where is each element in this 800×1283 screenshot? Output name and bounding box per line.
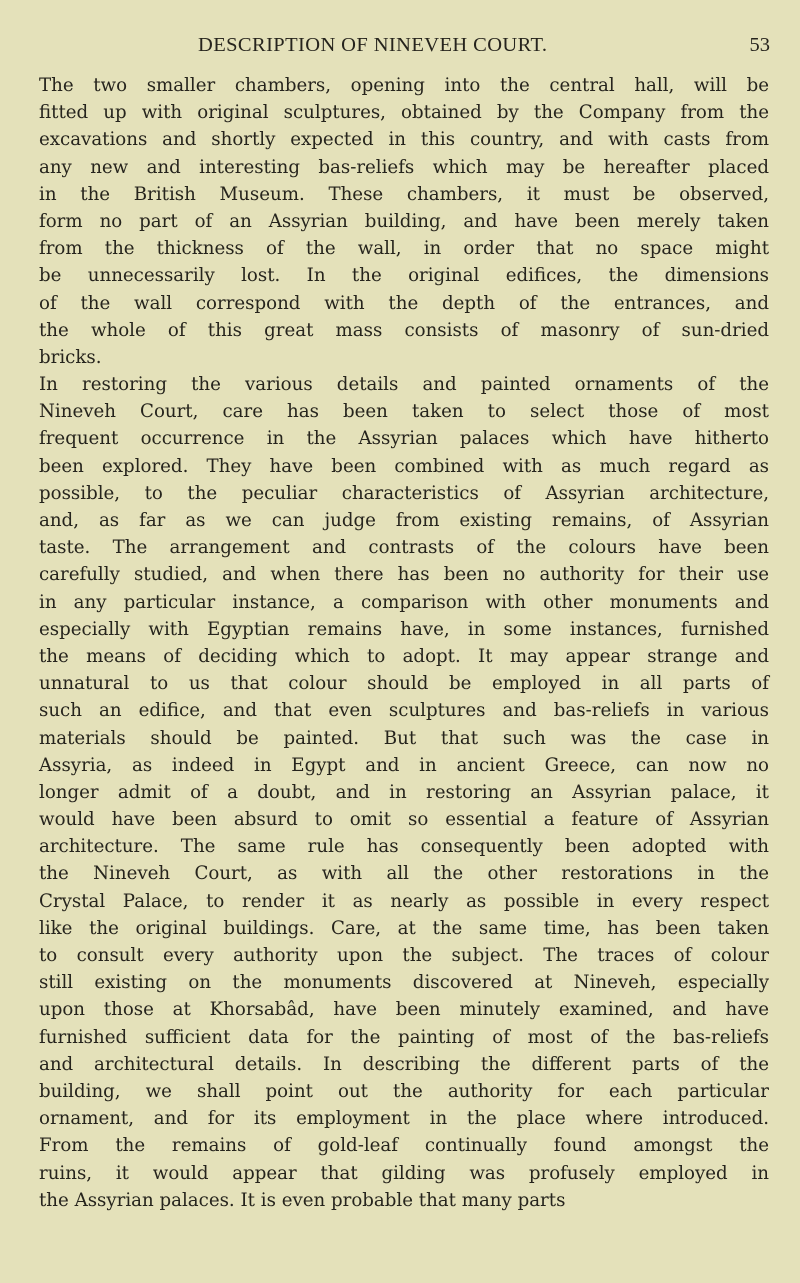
text-line: such an edifice, and that even sculptures and bas-reliefs in various xyxy=(39,700,769,722)
running-head xyxy=(0,34,800,64)
text-line: unnatural to us that colour should be employed in all parts of xyxy=(39,673,769,695)
paragraph xyxy=(39,72,769,371)
text-line: bricks. xyxy=(39,346,102,368)
body-text xyxy=(39,72,769,1214)
text-line: still existing on the monuments discovered at Nineveh, especially xyxy=(39,972,769,994)
text-line: materials should be painted. But that such was the case in xyxy=(39,727,769,749)
text-line: building, we shall point out the authority for each particular xyxy=(39,1080,769,1102)
text-line: possible, to the peculiar characteristics of Assyrian architecture, xyxy=(39,482,769,504)
text-line: Crystal Palace, to render it as nearly as possible in every respect xyxy=(39,890,769,912)
text-line: In restoring the various details and painted ornaments of the xyxy=(39,374,769,396)
text-line: and architectural details. In describing the different parts of the xyxy=(39,1053,769,1075)
text-line: From the remains of gold-leaf continually found amongst the xyxy=(39,1135,769,1157)
text-line: be unnecessarily lost. In the original edifices, the dimensions xyxy=(39,265,769,287)
text-line: and, as far as we can judge from existing remains, of Assyrian xyxy=(39,510,769,531)
text-line: form no part of an Assyrian building, and have been merely taken xyxy=(39,210,769,232)
text-line: carefully studied, and when there has been no authority for their use xyxy=(39,564,769,586)
text-line: Nineveh Court, care has been taken to select those of most xyxy=(39,401,769,423)
text-line: of the wall correspond with the depth of the entrances, and xyxy=(39,292,769,314)
text-line: to consult every authority upon the subject. The traces of colour xyxy=(39,945,769,966)
text-line: frequent occurrence in the Assyrian palaces which have hitherto xyxy=(39,428,769,450)
text-line: excavations and shortly expected in this country, and with casts from xyxy=(39,129,769,151)
text-line: from the thickness of the wall, in order that no space might xyxy=(39,238,769,260)
paragraph xyxy=(39,371,769,1214)
text-line: been explored. They have been combined with as much regard as xyxy=(39,455,769,477)
text-line: the Assyrian palaces. It is even probable that many parts xyxy=(39,1189,566,1211)
text-line: ornament, and for its employment in the place where introduced. xyxy=(39,1108,769,1130)
running-title: DESCRIPTION OF NINEVEH COURT. xyxy=(198,34,548,56)
text-line: architecture. The same rule has consequently been adopted with xyxy=(39,836,769,858)
text-line: longer admit of a doubt, and in restoring an Assyrian palace, it xyxy=(39,781,769,803)
text-line: the Nineveh Court, as with all the other restorations in the xyxy=(39,863,769,885)
text-line: taste. The arrangement and contrasts of the colours have been xyxy=(39,537,769,559)
text-line: any new and interesting bas-reliefs which may be hereafter placed xyxy=(39,156,769,178)
text-line: in the British Museum. These chambers, it must be observed, xyxy=(39,183,769,205)
text-line: The two smaller chambers, opening into the central hall, will be xyxy=(39,75,769,96)
text-line: in any particular instance, a comparison with other monuments and xyxy=(39,591,769,613)
text-line: furnished sufficient data for the painting of most of the bas-reliefs xyxy=(39,1026,769,1048)
page-number: 53 xyxy=(749,34,770,56)
text-line: ruins, it would appear that gilding was profusely employed in xyxy=(39,1162,769,1184)
text-line: especially with Egyptian remains have, in some instances, furnished xyxy=(39,618,769,640)
text-line: upon those at Khorsabâd, have been minutely examined, and have xyxy=(39,999,769,1021)
text-line: the whole of this great mass consists of masonry of sun-dried xyxy=(39,319,769,341)
paragraph-container xyxy=(39,72,769,1214)
text-line: fitted up with original sculptures, obtained by the Company from the xyxy=(39,102,769,124)
text-line: Assyria, as indeed in Egypt and in ancient Greece, can now no xyxy=(39,754,769,776)
text-line: the means of deciding which to adopt. It may appear strange and xyxy=(39,645,769,667)
text-line: would have been absurd to omit so essential a feature of Assyrian xyxy=(39,809,769,831)
text-line: like the original buildings. Care, at the same time, has been taken xyxy=(39,917,769,939)
